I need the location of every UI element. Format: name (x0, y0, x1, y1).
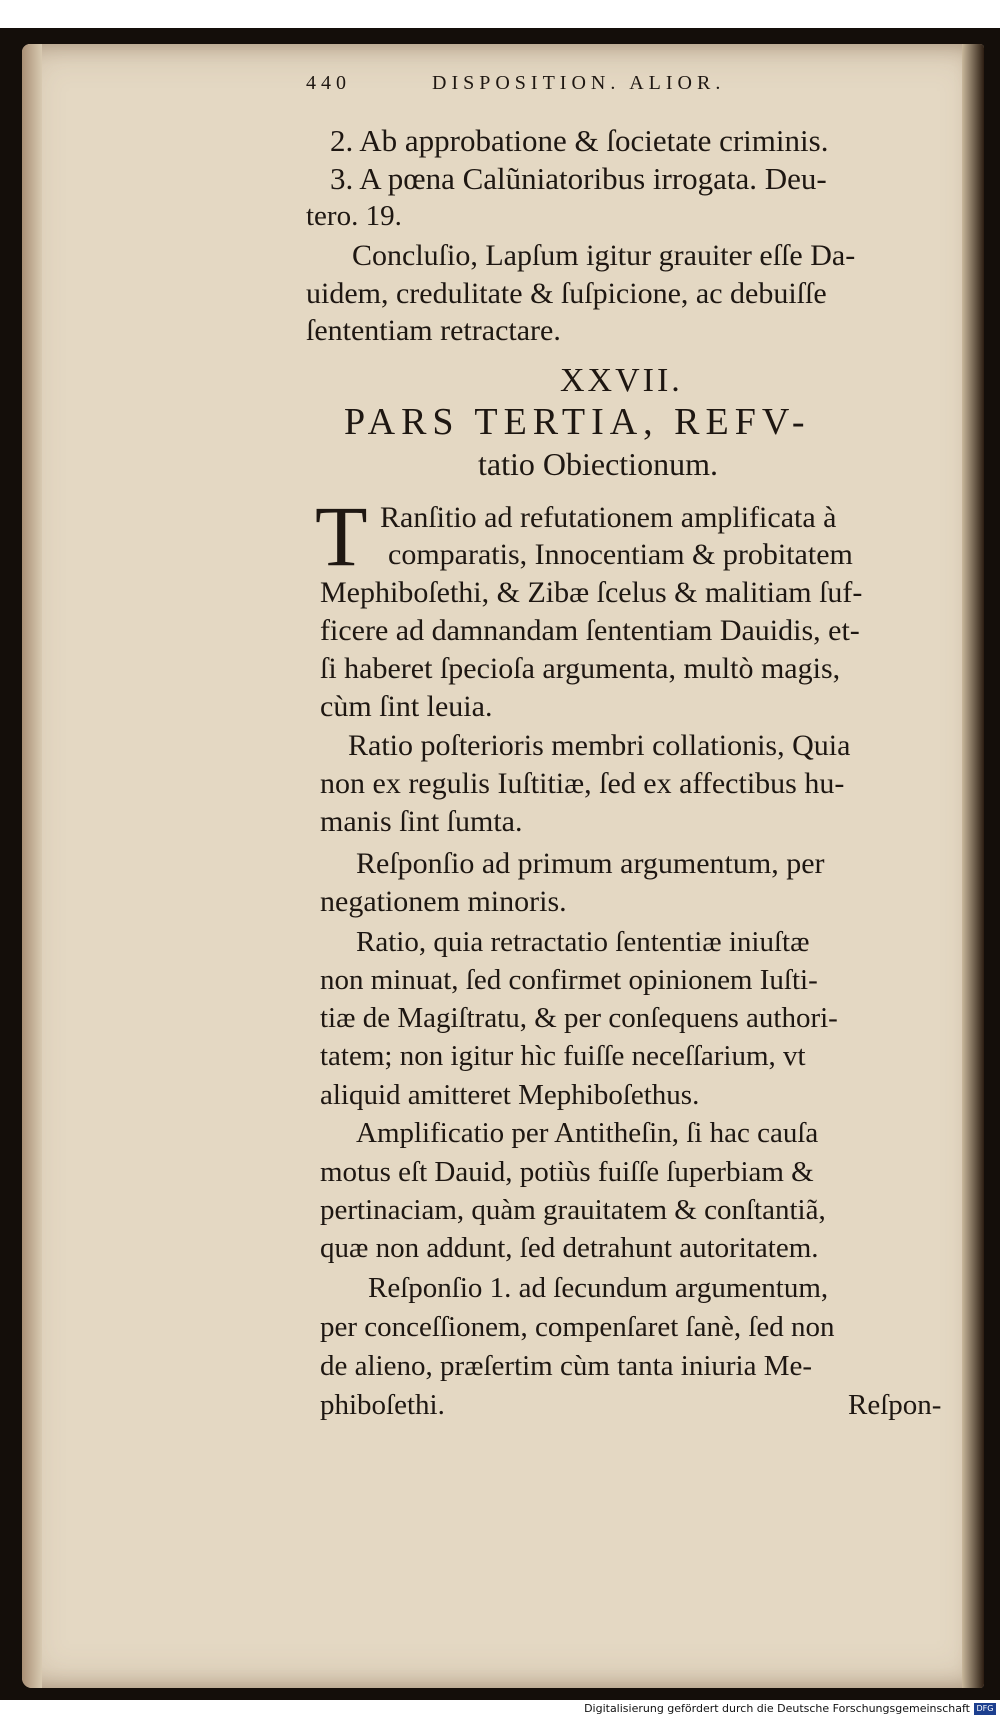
section-title: PARS TERTIA, REFV- (344, 401, 811, 443)
text-line: Amplificatio per Antitheſin, ſi hac cauſa (356, 1117, 819, 1149)
text-line: uidem, credulitate & ſuſpicione, ac debuiſſe (306, 277, 827, 310)
text-line: phiboſethi. (320, 1389, 445, 1421)
text-line: per conceſſionem, compenſaret ſanè, ſed non (320, 1311, 835, 1343)
text-line: ſententiam retractare. (306, 314, 561, 347)
text-line: 3. A pœna Calũniatoribus irrogata. Deu- (330, 161, 827, 196)
section-number: XXVII. (560, 362, 683, 399)
text-line: tero. 19. (306, 200, 402, 232)
text-line: non ex regulis Iuſtitiæ, ſed ex affectibus hu- (320, 767, 845, 800)
digitization-footer (0, 1700, 1000, 1718)
text-line: manis ſint ſumta. (320, 805, 523, 838)
text-line: negationem minoris. (320, 885, 567, 918)
text-line: Reſponſio ad primum argumentum, per (356, 847, 825, 880)
text-line: aliquid amitteret Mephiboſethus. (320, 1079, 700, 1111)
catchword: Reſpon- (848, 1389, 942, 1421)
text-line: ficere ad damnandam ſententiam Dauidis, et- (320, 614, 860, 647)
drop-cap-initial: T (315, 488, 368, 584)
text-line: ſi haberet ſpecioſa argumenta, multò magis, (320, 652, 841, 685)
text-line: pertinaciam, quàm grauitatem & conſtantiã, (320, 1194, 826, 1226)
dfg-logo: DFG (974, 1703, 996, 1715)
section-subtitle: tatio Obiectionum. (478, 446, 718, 482)
text-line: non minuat, ſed confirmet opinionem Iuſti- (320, 964, 818, 996)
text-line: Ratio, quia retractatio ſententiæ iniuſtæ (356, 926, 810, 958)
running-title: DISPOSITION. ALIOR. (432, 72, 726, 94)
text-line: Ranſitio ad refutationem amplificata à (380, 501, 837, 534)
text-line: Ratio poſterioris membri collationis, Quia (348, 729, 851, 762)
text-line: 2. Ab approbatione & ſocietate criminis. (330, 123, 829, 158)
funding-credit: Digitalisierung gefördert durch die Deutsche Forschungsgemeinschaft (584, 1702, 970, 1715)
text-line: tiæ de Magiſtratu, & per conſequens authori- (320, 1002, 838, 1034)
text-line: quæ non addunt, ſed detrahunt autoritatem. (320, 1232, 819, 1264)
text-line: tatem; non igitur hìc fuiſſe neceſſarium, vt (320, 1040, 806, 1072)
text-line: Mephiboſethi, & Zibæ ſcelus & malitiam ſuf- (320, 576, 863, 609)
text-line: Concluſio, Lapſum igitur grauiter eſſe Da- (352, 239, 856, 272)
text-line: motus eſt Dauid, potiùs fuiſſe ſuperbiam & (320, 1156, 814, 1188)
text-line: de alieno, præſertim cùm tanta iniuria Me- (320, 1350, 813, 1382)
running-header (306, 64, 946, 100)
page-right-edge (962, 44, 984, 1688)
text-line: cùm ſint leuia. (320, 690, 493, 723)
page-left-edge (22, 44, 42, 1688)
text-line: comparatis, Innocentiam & probitatem (388, 538, 853, 571)
page-number: 440 (306, 72, 351, 94)
text-line: Reſponſio 1. ad ſecundum argumentum, (368, 1272, 829, 1304)
